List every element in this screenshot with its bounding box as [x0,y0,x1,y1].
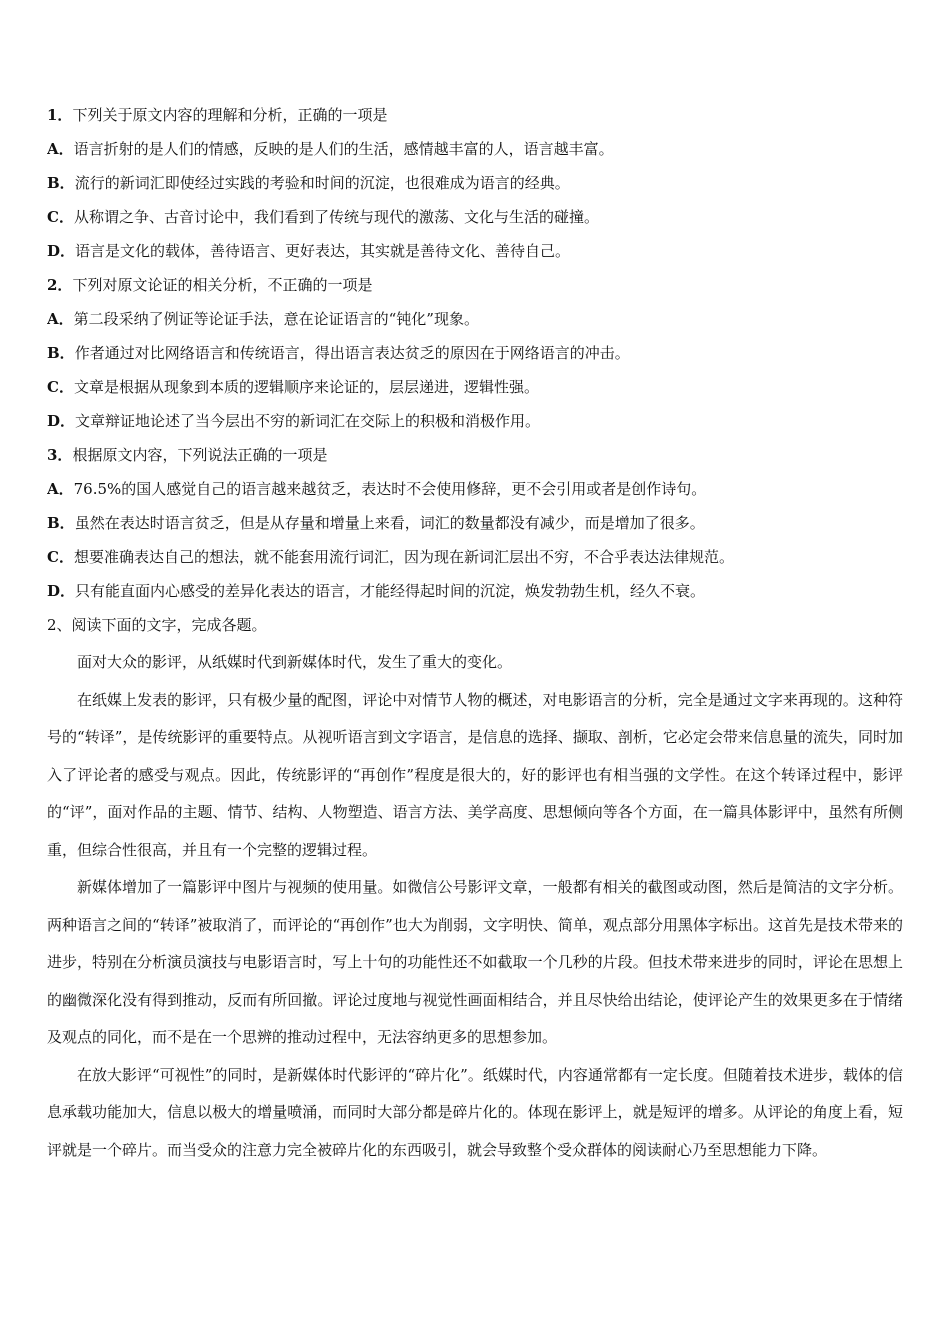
question-3 [47,438,903,608]
option-a [47,132,903,166]
question-text: 下列关于原文内容的理解和分析，正确的一项是 [72,106,388,124]
option-text: 76.5%的国人感觉自己的语言越来越贫乏，表达时不会使用修辞，更不会引用或者是创作诗句。 [73,480,707,498]
passage-paragraph-2: 在纸媒上发表的影评，只有极少量的配图，评论中对情节人物的概述，对电影语言的分析，完全是通过文字来再现的。这种符号的“转译”，是传统影评的重要特点。从视听语言到文字语言，是信息的选择、撷取、剖析，它必定会带来信息量的流失，同时加入了评论者的感受与观点。因此，传统影评的“再创作”程度是很大的，好的影评也有相当强的文学性。在这个转译过程中，影评的“评”，面对作品的主题、情节、结构、人物塑造、语言方法、美学高度、思想倾向等各个方面，在一篇具体影评中，虽然有所侧重，但综合性很高，并且有一个完整的逻辑过程。 [47,690,903,859]
question-number: 1． [47,106,73,124]
option-d [47,404,903,438]
question-number: 2． [47,276,73,294]
passage-paragraph-3: 新媒体增加了一篇影评中图片与视频的使用量。如微信公号影评文章，一般都有相关的截图或动图，然后是简洁的文字分析。两种语言之间的“转译”被取消了，而评论的“再创作”也大为削弱，文字明快、简单，观点部分用黑体字标出。这首先是技术带来的进步，特别在分析演员演技与电影语言时，写上十句的功能性还不如截取一个几秒的片段。但技术带来进步的同时，评论在思想上的幽微深化没有得到推动，反而有所回撤。评论过度地与视觉性画面相结合，并且尽快给出结论，使评论产生的效果更多在于情绪及观点的同化，而不是在一个思辨的推动过程中，无法容纳更多的思想参加。 [47,878,903,1046]
section-heading: 2、阅读下面的文字，完成各题。 [47,616,267,634]
option-letter: D． [47,242,76,260]
option-d [47,234,903,268]
option-text: 作者通过对比网络语言和传统语言，得出语言表达贫乏的原因在于网络语言的冲击。 [74,344,630,362]
question-stem [47,268,903,302]
question-text: 根据原文内容，下列说法正确的一项是 [72,446,328,464]
option-text: 从称谓之争、古音讨论中，我们看到了传统与现代的激荡、文化与生活的碰撞。 [73,208,599,226]
passage-paragraph-4: 在放大影评“可视性”的同时，是新媒体时代影评的“碎片化”。纸媒时代，内容通常都有一定长度。但随着技术进步，载体的信息承载功能加大，信息以极大的增量喷涌，而同时大部分都是碎片化的。体现在影评上，就是短评的增多。从评论的角度上看，短评就是一个碎片。而当受众的注意力完全被碎片化的东西吸引，就会导致整个受众群体的阅读耐心乃至思想能力下降。 [47,1065,903,1159]
option-letter: B． [47,174,75,192]
question-1 [47,98,903,268]
option-letter: B． [47,344,75,362]
option-letter: D． [47,582,76,600]
option-c [47,200,903,234]
option-text: 文章辩证地论述了当今层出不穷的新词汇在交际上的积极和消极作用。 [75,412,541,430]
option-b [47,166,903,200]
option-letter: B． [47,514,75,532]
option-letter: A． [47,140,74,158]
option-d [47,574,903,608]
option-b [47,336,903,370]
option-letter: A． [47,480,74,498]
option-b [47,506,903,540]
question-text: 下列对原文论证的相关分析，不正确的一项是 [72,276,373,294]
option-text: 只有能直面内心感受的差异化表达的语言，才能经得起时间的沉淀，焕发勃勃生机，经久不衰。 [75,582,706,600]
option-c [47,540,903,574]
option-text: 语言是文化的载体，善待语言、更好表达，其实就是善待文化、善待自己。 [75,242,571,260]
passage-paragraph-1: 面对大众的影评，从纸媒时代到新媒体时代，发生了重大的变化。 [77,653,513,671]
option-a [47,472,903,506]
option-text: 想要准确表达自己的想法，就不能套用流行词汇，因为现在新词汇层出不穷，不合乎表达法律规范。 [73,548,734,566]
question-2 [47,268,903,438]
option-text: 第二段采纳了例证等论证手法，意在论证语言的“钝化”现象。 [73,310,479,328]
option-c [47,370,903,404]
option-text: 流行的新词汇即使经过实践的考验和时间的沉淀，也很难成为语言的经典。 [74,174,570,192]
option-letter: C． [47,548,74,566]
option-text: 虽然在表达时语言贫乏，但是从存量和增量上来看，词汇的数量都没有减少，而是增加了很多。 [74,514,705,532]
option-text: 文章是根据从现象到本质的逻辑顺序来论证的，层层递进，逻辑性强。 [73,378,539,396]
option-letter: C． [47,378,74,396]
question-stem [47,98,903,132]
option-text: 语言折射的是人们的情感，反映的是人们的生活，感情越丰富的人，语言越丰富。 [73,140,614,158]
document-page [47,98,903,1169]
option-letter: D． [47,412,76,430]
option-a [47,302,903,336]
question-stem [47,438,903,472]
option-letter: C． [47,208,74,226]
question-number: 3． [47,446,73,464]
option-letter: A． [47,310,74,328]
